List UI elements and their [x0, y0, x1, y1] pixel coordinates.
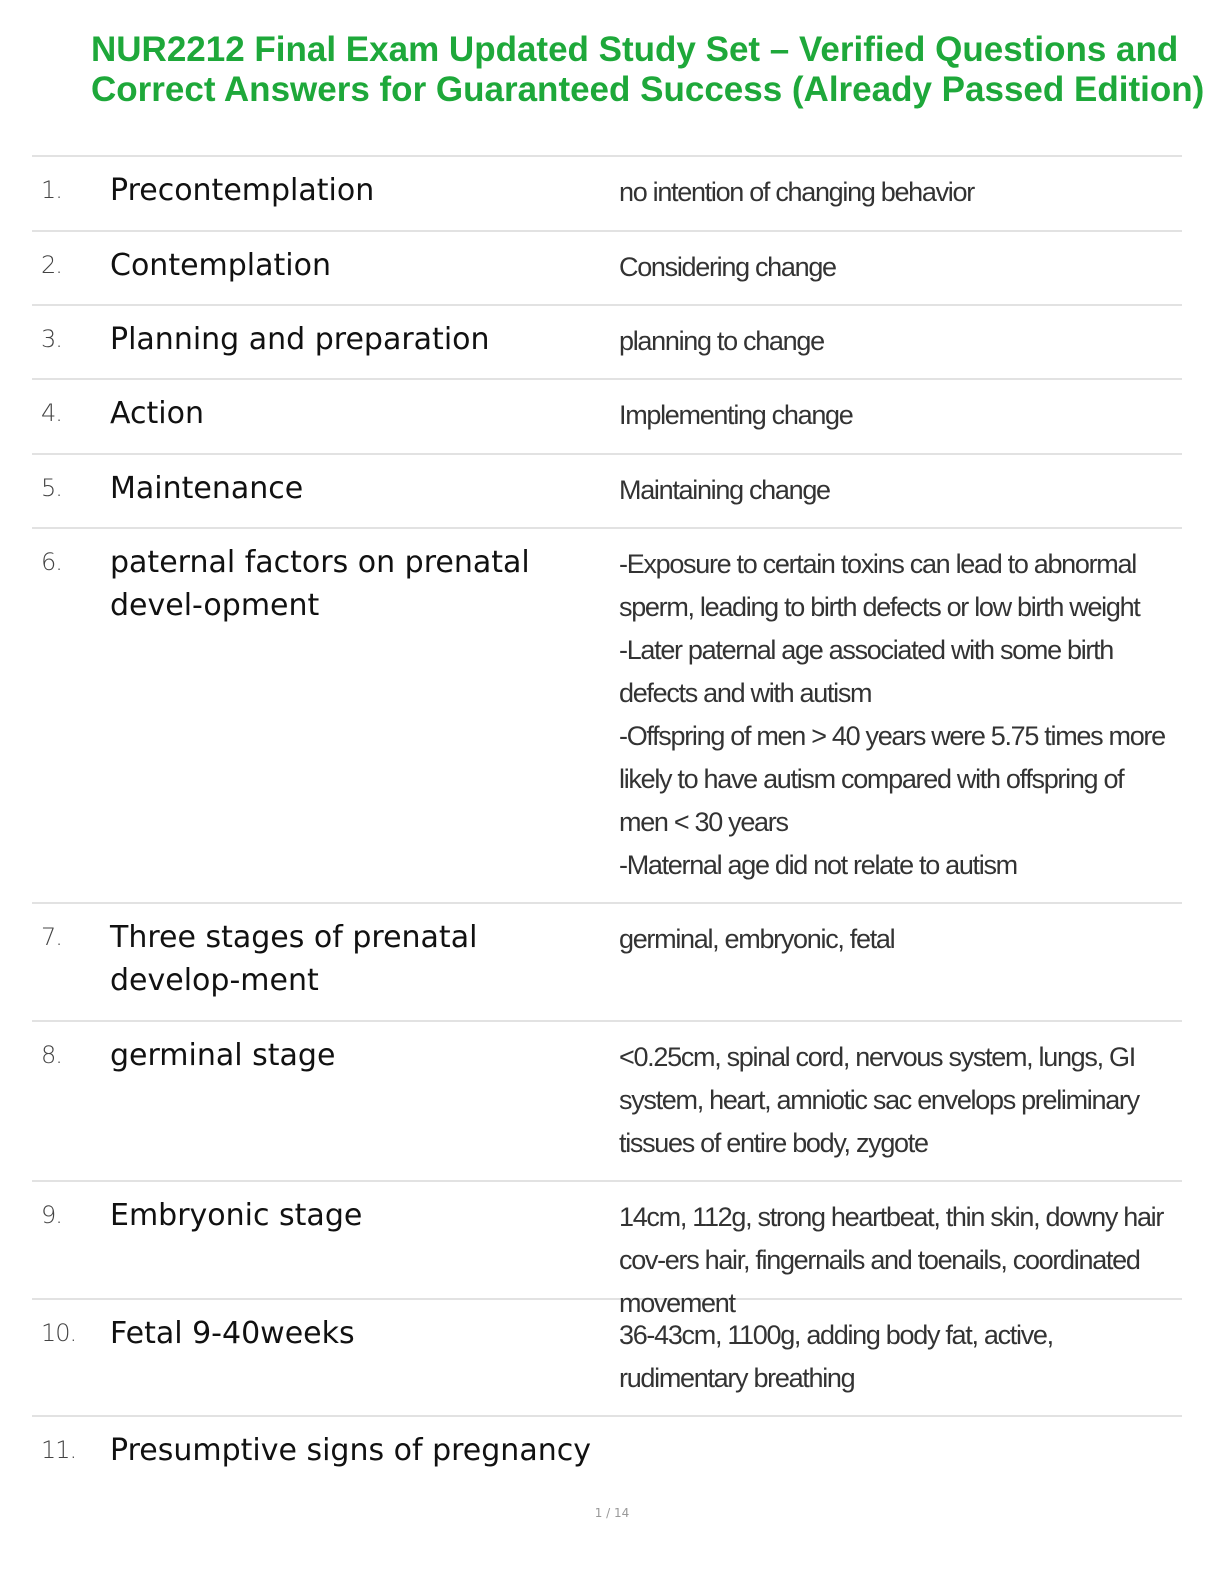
card-number: 1.: [41, 176, 62, 204]
flashcard-row: [32, 1300, 1182, 1417]
page-indicator: 1 / 14: [594, 1506, 630, 1520]
flashcard-row: [32, 904, 1182, 1022]
flashcard-row: [32, 1417, 1182, 1497]
card-number: 4.: [41, 399, 62, 427]
card-definition: Considering change: [619, 252, 836, 282]
card-definition: 36-43cm, 1100g, adding body fat, active, rudimentary breathing: [619, 1320, 1053, 1393]
card-term: Fetal 9-40weeks: [110, 1316, 355, 1351]
card-term: Action: [110, 396, 204, 431]
card-number: 7.: [41, 923, 62, 951]
card-term: Precontemplation: [110, 173, 375, 208]
card-definition: planning to change: [619, 326, 824, 356]
card-definition: Maintaining change: [619, 475, 830, 505]
flashcard-row: [32, 380, 1182, 455]
card-definition: Implementing change: [619, 400, 853, 430]
flashcard-row: [32, 529, 1182, 904]
card-number: 9.: [41, 1201, 62, 1229]
card-term: Contemplation: [110, 248, 331, 283]
flashcard-row: [32, 232, 1182, 306]
card-definition: <0.25cm, spinal cord, nervous system, lungs, GI system, heart, amniotic sac envelops preliminary tissues of entire body, zygote: [619, 1042, 1139, 1158]
card-number: 11.: [41, 1436, 77, 1464]
flashcard-row: [32, 1022, 1182, 1182]
card-number: 5.: [41, 474, 62, 502]
card-definition: 14cm, 112g, strong heartbeat, thin skin, downy hair cov-ers hair, fingernails and toenails, coordinated movement: [619, 1202, 1164, 1318]
card-term: paternal factors on prenatal devel-opment: [110, 545, 530, 623]
card-definition: no intention of changing behavior: [619, 177, 974, 207]
card-term: Embryonic stage: [110, 1198, 363, 1233]
card-term: Maintenance: [110, 471, 304, 506]
document-title: NUR2212 Final Exam Updated Study Set – Verified Questions and Correct Answers for Guaranteed Success (Already Passed Edition): [91, 30, 1205, 109]
flashcard-row: [32, 455, 1182, 529]
card-term: Planning and preparation: [110, 322, 490, 357]
card-term: Presumptive signs of pregnancy: [110, 1433, 591, 1468]
card-term: Three stages of prenatal develop-ment: [110, 920, 478, 998]
card-number: 8.: [41, 1041, 62, 1069]
flashcard-row: [32, 1182, 1182, 1318]
card-number: 6.: [41, 548, 62, 576]
card-number: 2.: [41, 251, 62, 279]
flashcard-row: [32, 157, 1182, 232]
card-term: germinal stage: [110, 1038, 336, 1073]
card-number: 10.: [41, 1319, 77, 1347]
card-definition: germinal, embryonic, fetal: [619, 924, 895, 954]
card-definition: -Exposure to certain toxins can lead to abnormal sperm, leading to birth defects or low birth weight -Later paternal age associated with some birth defects and with autism -Offspring of men > 40 years were 5.75 times more likely to have autism compared with offspring of men < 30 years -Maternal age did not relate to autism: [619, 549, 1165, 880]
flashcard-list: [32, 157, 1182, 1497]
card-number: 3.: [41, 325, 62, 353]
flashcard-row: [32, 306, 1182, 380]
